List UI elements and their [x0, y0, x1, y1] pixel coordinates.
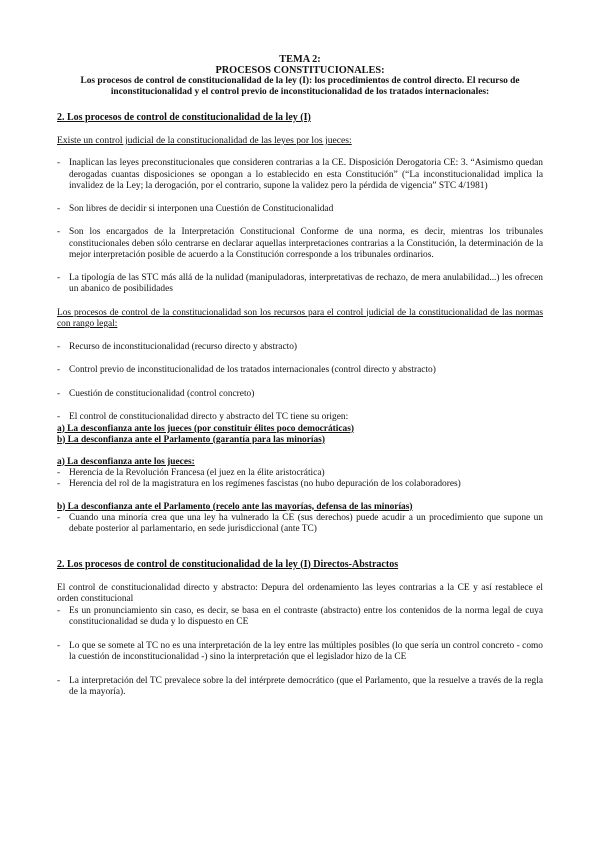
list-item: - Herencia de la Revolución Francesa (el juez en la élite aristocrática) [57, 468, 543, 480]
abstract-control-list [57, 606, 543, 699]
section1-heading: 2. Los procesos de control de constitucionalidad de la ley (I) [57, 112, 311, 123]
doc-title-line2: PROCESOS CONSTITUCIONALES: [215, 65, 385, 76]
list-item: - Control previo de inconstitucionalidad de los tratados internacionales (control directo y abstracto) [57, 365, 543, 377]
list-item: - Inaplican las leyes preconstitucionales que consideren contrarias a la CE. Disposición Derogatoria CE: 3. “Asimismo quedan derogadas cuantas disposiciones se opongan a lo establecido en esta Constitución” (“La inconstitucionalidad implica la invalidez de la Ley; la derogación, por el contrario, supone la validez pero la pérdida de vigencia” STC 4/1981) [57, 158, 543, 193]
doc-title-line1: TEMA 2: [279, 54, 321, 65]
list-item: - La interpretación del TC prevalece sobre la del intérprete democrático (que el Parlamento, que la resuelve a través de la regla de la mayoría). [57, 676, 543, 699]
judges-list [57, 158, 543, 296]
recursos-list [57, 342, 543, 424]
document-page [57, 54, 543, 699]
list-item: - La tipología de las STC más allá de la nulidad (manipuladoras, interpretativas de rechazo, de mera anulabilidad...) les ofrecen un abanico de posibilidades [57, 273, 543, 296]
list-item: - Lo que se somete al TC no es una interpretación de la ley entre las múltiples posibles (lo que sería un control concreto - como la cuestión de inconstitucionalidad -) sino la interpretación que el legislador hizo de la CE [57, 641, 543, 664]
b-heading: b) La desconfianza ante el Parlamento (recelo ante las mayorías, defensa de las minorías) [57, 501, 413, 512]
list-item: - Cuestión de constitucionalidad (control concreto) [57, 389, 543, 401]
section1-intro: Existe un control judicial de la constitucionalidad de las leyes por los jueces: [57, 135, 352, 146]
list-item: - Herencia del rol de la magistratura en los regímenes fascistas (no hubo depuración de los colaboradores) [57, 479, 543, 491]
section2-intro: El control de constitucionalidad directo y abstracto: Depura del ordenamiento las leyes contrarias a la CE y así restablece el orden constitucional [57, 582, 543, 604]
list-item: - Son libres de decidir si interponen una Cuestión de Constitucionalidad [57, 204, 543, 216]
list-item: - Es un pronunciamiento sin caso, es decir, se basa en el contraste (abstracto) entre los contenidos de la norma legal de cuya constitucionalidad se duda y lo dispuesto en CE [57, 606, 543, 629]
list-item: - Cuando una minoría crea que una ley ha vulnerado la CE (sus derechos) puede acudir a un procedimiento que supone un debate posterior al parlamentario, en sede jurisdiccional (ante TC) [57, 513, 543, 536]
a-list [57, 468, 543, 491]
list-item: - Recurso de inconstitucionalidad (recurso directo y abstracto) [57, 342, 543, 354]
a-heading: a) La desconfianza ante los jueces: [57, 456, 195, 467]
list-item: - Son los encargados de la Interpretación Constitucional Conforme de una norma, es decir, mientras los tribunales constitucionales deben sólo centrarse en declarar aquellas interpretaciones contrarias a la Constitución, la determinación de la mejor interpretación posible de acuerdo a la Constitución corresponde a los tribunales ordinarios. [57, 227, 543, 262]
doc-subtitle: Los procesos de control de constitucionalidad de la ley (I): los procedimientos de control directo. El recurso de inconstitucionalidad y el control previo de inconstitucionalidad de los tratados internacionales: [80, 76, 520, 97]
recursos-intro: Los procesos de control de la constitucionalidad son los recursos para el control judicial de la constitucionalidad de las normas con rango legal: [57, 307, 543, 329]
origin-a: a) La desconfianza ante los jueces (por constituir élites poco democráticas) [57, 423, 355, 434]
section2-heading: 2. Los procesos de control de constitucionalidad de la ley (I) Directos-Abstractos [57, 558, 399, 570]
list-item: - El control de constitucionalidad directo y abstracto del TC tiene su origen: [57, 412, 543, 424]
b-list [57, 513, 543, 536]
origin-b: b) La desconfianza ante el Parlamento (garantía para las minorías) [57, 434, 325, 445]
